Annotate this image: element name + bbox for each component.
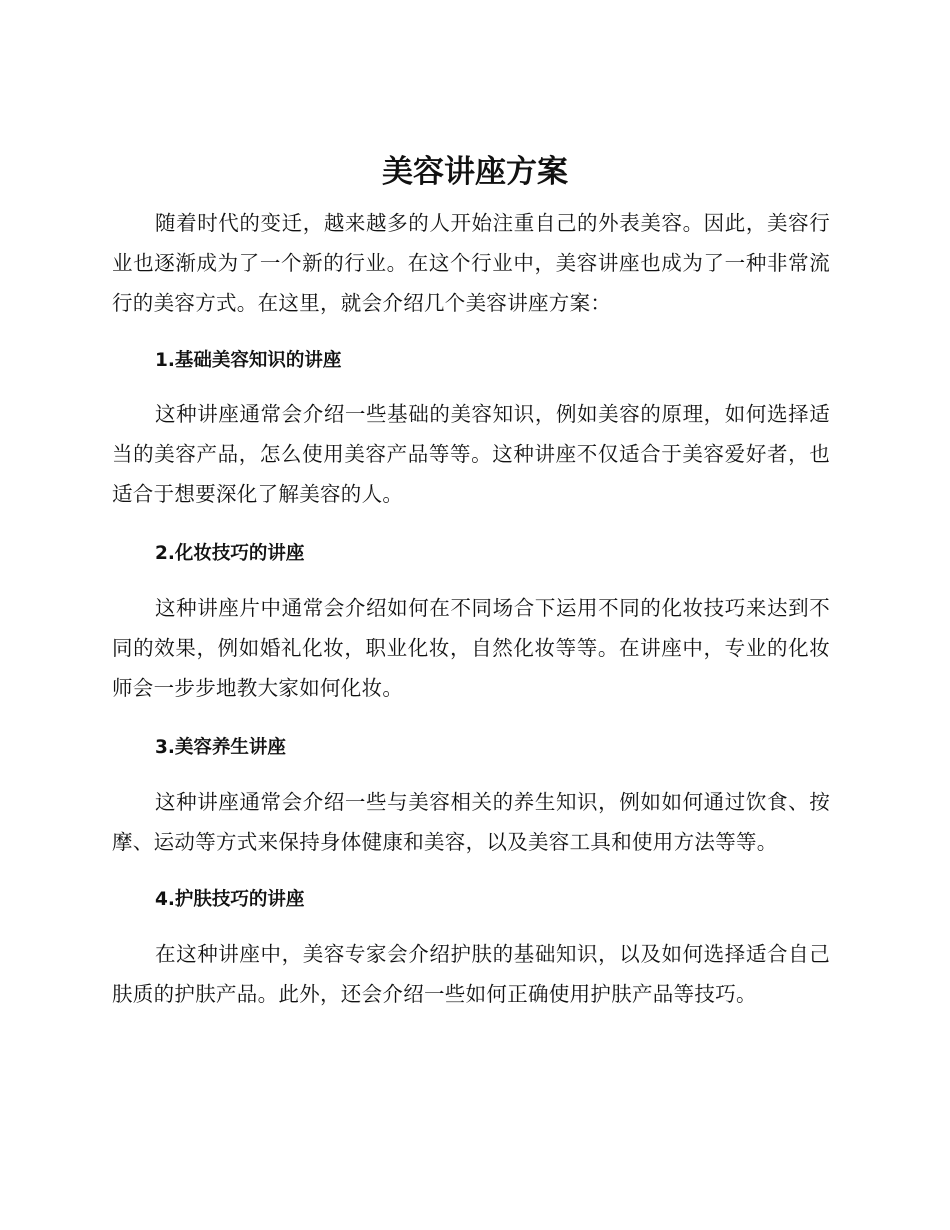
section-heading-3: 3.美容养生讲座 — [155, 737, 286, 758]
section-heading-4: 4.护肤技巧的讲座 — [155, 889, 305, 910]
section-body-3: 这种讲座通常会介绍一些与美容相关的养生知识，例如如何通过饮食、按摩、运动等方式来保持身体健康和美容，以及美容工具和使用方法等等。 — [112, 790, 830, 854]
section-body-1: 这种讲座通常会介绍一些基础的美容知识，例如美容的原理，如何选择适当的美容产品，怎么使用美容产品等等。这种讲座不仅适合于美容爱好者，也适合于想要深化了解美容的人。 — [112, 402, 830, 506]
section-body-4: 在这种讲座中，美容专家会介绍护肤的基础知识，以及如何选择适合自己肤质的护肤产品。此外，还会介绍一些如何正确使用护肤产品等技巧。 — [112, 942, 830, 1006]
document-title: 美容讲座方案 — [382, 154, 568, 190]
section-heading-2: 2.化妆技巧的讲座 — [155, 543, 305, 564]
intro-paragraph: 随着时代的变迁，越来越多的人开始注重自己的外表美容。因此，美容行业也逐渐成为了一个新的行业。在这个行业中，美容讲座也成为了一种非常流行的美容方式。在这里，就会介绍几个美容讲座方案： — [112, 211, 830, 315]
section-heading-1: 1.基础美容知识的讲座 — [155, 350, 342, 371]
section-body-2: 这种讲座片中通常会介绍如何在不同场合下运用不同的化妆技巧来达到不同的效果，例如婚礼化妆，职业化妆，自然化妆等等。在讲座中，专业的化妆师会一步步地教大家如何化妆。 — [112, 596, 830, 700]
